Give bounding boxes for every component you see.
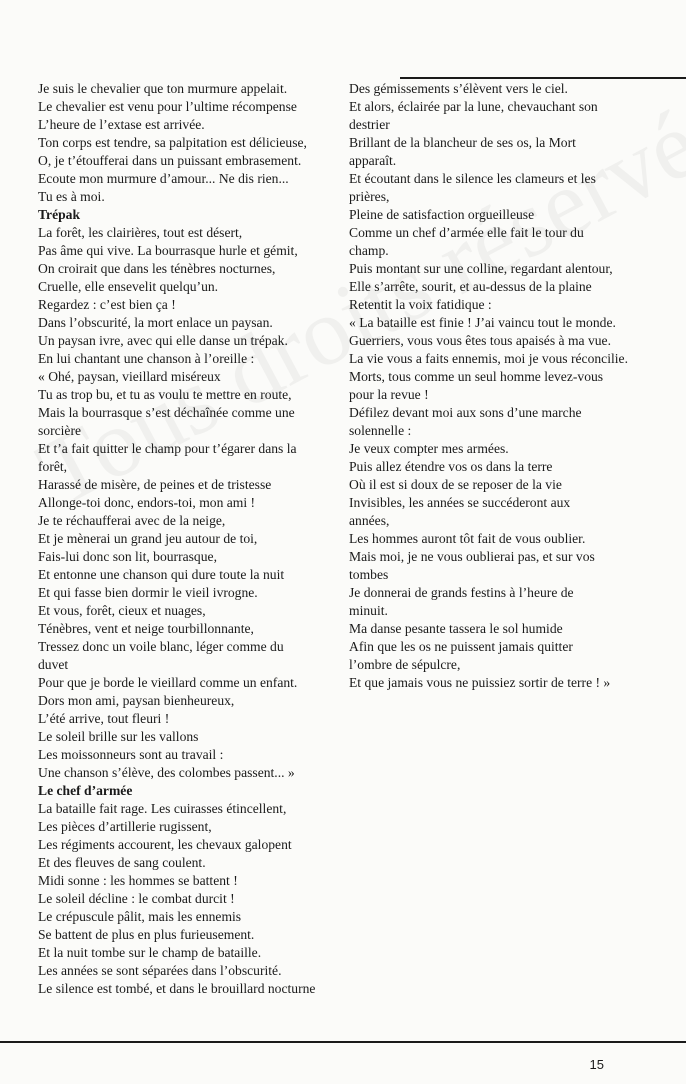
text-line: destrier xyxy=(349,117,390,132)
page-number: 15 xyxy=(589,1057,604,1072)
text-line: Midi sonne : les hommes se battent ! xyxy=(38,873,238,888)
text-line: Je donnerai de grands festins à l’heure de xyxy=(349,585,574,600)
text-line: Où il est si doux de se reposer de la vie xyxy=(349,477,562,492)
text-line: champ. xyxy=(349,243,389,258)
text-line: O, je t’étoufferai dans un puissant embrasement. xyxy=(38,153,302,168)
text-line: Cruelle, elle ensevelit quelqu’un. xyxy=(38,279,219,294)
text-line: Et je mènerai un grand jeu autour de toi, xyxy=(38,531,258,546)
text-line: l’ombre de sépulcre, xyxy=(349,657,461,672)
text-line: duvet xyxy=(38,657,69,672)
text-line: Mais la bourrasque s’est déchaînée comme une xyxy=(38,405,295,420)
text-line: Invisibles, les années se succéderont aux xyxy=(349,495,571,510)
text-line: Comme un chef d’armée elle fait le tour du xyxy=(349,225,584,240)
text-line: Le silence est tombé, et dans le brouillard nocturne xyxy=(38,981,316,996)
text-line: En lui chantant une chanson à l’oreille : xyxy=(38,351,255,366)
text-line: On croirait que dans les ténèbres nocturnes, xyxy=(38,261,276,276)
text-line: Puis allez étendre vos os dans la terre xyxy=(349,459,553,474)
text-line: Harassé de misère, de peines et de tristesse xyxy=(38,477,272,492)
text-line: Mais moi, je ne vous oublierai pas, et sur vos xyxy=(349,549,595,564)
text-line: Les hommes auront tôt fait de vous oublier. xyxy=(349,531,586,546)
text-line: Et que jamais vous ne puissiez sortir de terre ! » xyxy=(349,675,611,690)
text-line: Dans l’obscurité, la mort enlace un paysan. xyxy=(38,315,273,330)
text-line: Ténèbres, vent et neige tourbillonnante, xyxy=(38,621,254,636)
text-line: Et alors, éclairée par la lune, chevauchant son xyxy=(349,99,598,114)
text-line: « Ohé, paysan, vieillard miséreux xyxy=(38,369,221,384)
text-line: Dors mon ami, paysan bienheureux, xyxy=(38,693,235,708)
text-line: Puis montant sur une colline, regardant alentour, xyxy=(349,261,613,276)
text-line: Une chanson s’élève, des colombes passent... » xyxy=(38,765,295,780)
text-line: forêt, xyxy=(38,459,68,474)
text-line: Les moissonneurs sont au travail : xyxy=(38,747,224,762)
text-line: Et écoutant dans le silence les clameurs et les xyxy=(349,171,596,186)
text-line: Tu es à moi. xyxy=(38,189,105,204)
text-line: Ton corps est tendre, sa palpitation est délicieuse, xyxy=(38,135,307,150)
text-line: Le crépuscule pâlit, mais les ennemis xyxy=(38,909,242,924)
text-line: Les années se sont séparées dans l’obscurité. xyxy=(38,963,282,978)
text-line: Pleine de satisfaction orgueilleuse xyxy=(349,207,535,222)
section-heading: Trépak xyxy=(38,207,81,222)
text-line: Tressez donc un voile blanc, léger comme du xyxy=(38,639,284,654)
text-line: L’été arrive, tout fleuri ! xyxy=(38,711,170,726)
text-line: Ecoute mon murmure d’amour... Ne dis rien... xyxy=(38,171,289,186)
text-line: Un paysan ivre, avec qui elle danse un trépak. xyxy=(38,333,288,348)
text-line: Et t’a fait quitter le champ pour t’égarer dans la xyxy=(38,441,297,456)
text-line: Des gémissements s’élèvent vers le ciel. xyxy=(349,81,568,96)
text-line: années, xyxy=(349,513,390,528)
text-line: Ma danse pesante tassera le sol humide xyxy=(349,621,563,636)
text-line: Se battent de plus en plus furieusement. xyxy=(38,927,255,942)
text-line: Fais-lui donc son lit, bourrasque, xyxy=(38,549,217,564)
text-line: solennelle : xyxy=(349,423,412,438)
text-line: pour la revue ! xyxy=(349,387,429,402)
text-line: « La bataille est finie ! J’ai vaincu tout le monde. xyxy=(349,315,616,330)
text-line: Guerriers, vous vous êtes tous apaisés à ma vue. xyxy=(349,333,611,348)
text-line: Je te réchaufferai avec de la neige, xyxy=(38,513,226,528)
section-heading: Le chef d’armée xyxy=(38,783,133,798)
text-line: Afin que les os ne puissent jamais quitter xyxy=(349,639,573,654)
text-line: La forêt, les clairières, tout est désert, xyxy=(38,225,243,240)
bottom-rule xyxy=(0,1041,686,1043)
text-line: Défilez devant moi aux sons d’une marche xyxy=(349,405,582,420)
top-rule xyxy=(400,77,686,79)
text-line: Et qui fasse bien dormir le vieil ivrogne. xyxy=(38,585,258,600)
text-line: Regardez : c’est bien ça ! xyxy=(38,297,176,312)
text-line: Et vous, forêt, cieux et nuages, xyxy=(38,603,206,618)
text-line: Le soleil brille sur les vallons xyxy=(38,729,199,744)
text-line: prières, xyxy=(349,189,390,204)
text-line: Les pièces d’artillerie rugissent, xyxy=(38,819,212,834)
text-line: Le soleil décline : le combat durcit ! xyxy=(38,891,235,906)
text-line: Tu as trop bu, et tu as voulu te mettre en route, xyxy=(38,387,292,402)
left-column xyxy=(38,80,338,998)
text-line: Elle s’arrête, sourit, et au-dessus de la plaine xyxy=(349,279,592,294)
text-line: L’heure de l’extase est arrivée. xyxy=(38,117,205,132)
text-line: Morts, tous comme un seul homme levez-vous xyxy=(349,369,604,384)
text-line: apparaît. xyxy=(349,153,397,168)
text-line: tombes xyxy=(349,567,389,582)
text-line: Je veux compter mes armées. xyxy=(349,441,509,456)
text-line: Et des fleuves de sang coulent. xyxy=(38,855,206,870)
text-line: Et entonne une chanson qui dure toute la nuit xyxy=(38,567,285,582)
text-line: sorcière xyxy=(38,423,82,438)
text-line: La bataille fait rage. Les cuirasses étincellent, xyxy=(38,801,287,816)
text-line: Retentit la voix fatidique : xyxy=(349,297,492,312)
text-line: Je suis le chevalier que ton murmure appelait. xyxy=(38,81,288,96)
text-line: La vie vous a faits ennemis, moi je vous réconcilie. xyxy=(349,351,628,366)
text-line: Allonge-toi donc, endors-toi, mon ami ! xyxy=(38,495,256,510)
text-line: Le chevalier est venu pour l’ultime récompense xyxy=(38,99,297,114)
text-line: minuit. xyxy=(349,603,388,618)
text-line: Brillant de la blancheur de ses os, la Mort xyxy=(349,135,576,150)
text-line: Les régiments accourent, les chevaux galopent xyxy=(38,837,292,852)
text-line: Pas âme qui vive. La bourrasque hurle et gémit, xyxy=(38,243,298,258)
right-column xyxy=(349,80,649,692)
text-line: Pour que je borde le vieillard comme un enfant. xyxy=(38,675,298,690)
text-line: Et la nuit tombe sur le champ de bataille. xyxy=(38,945,262,960)
